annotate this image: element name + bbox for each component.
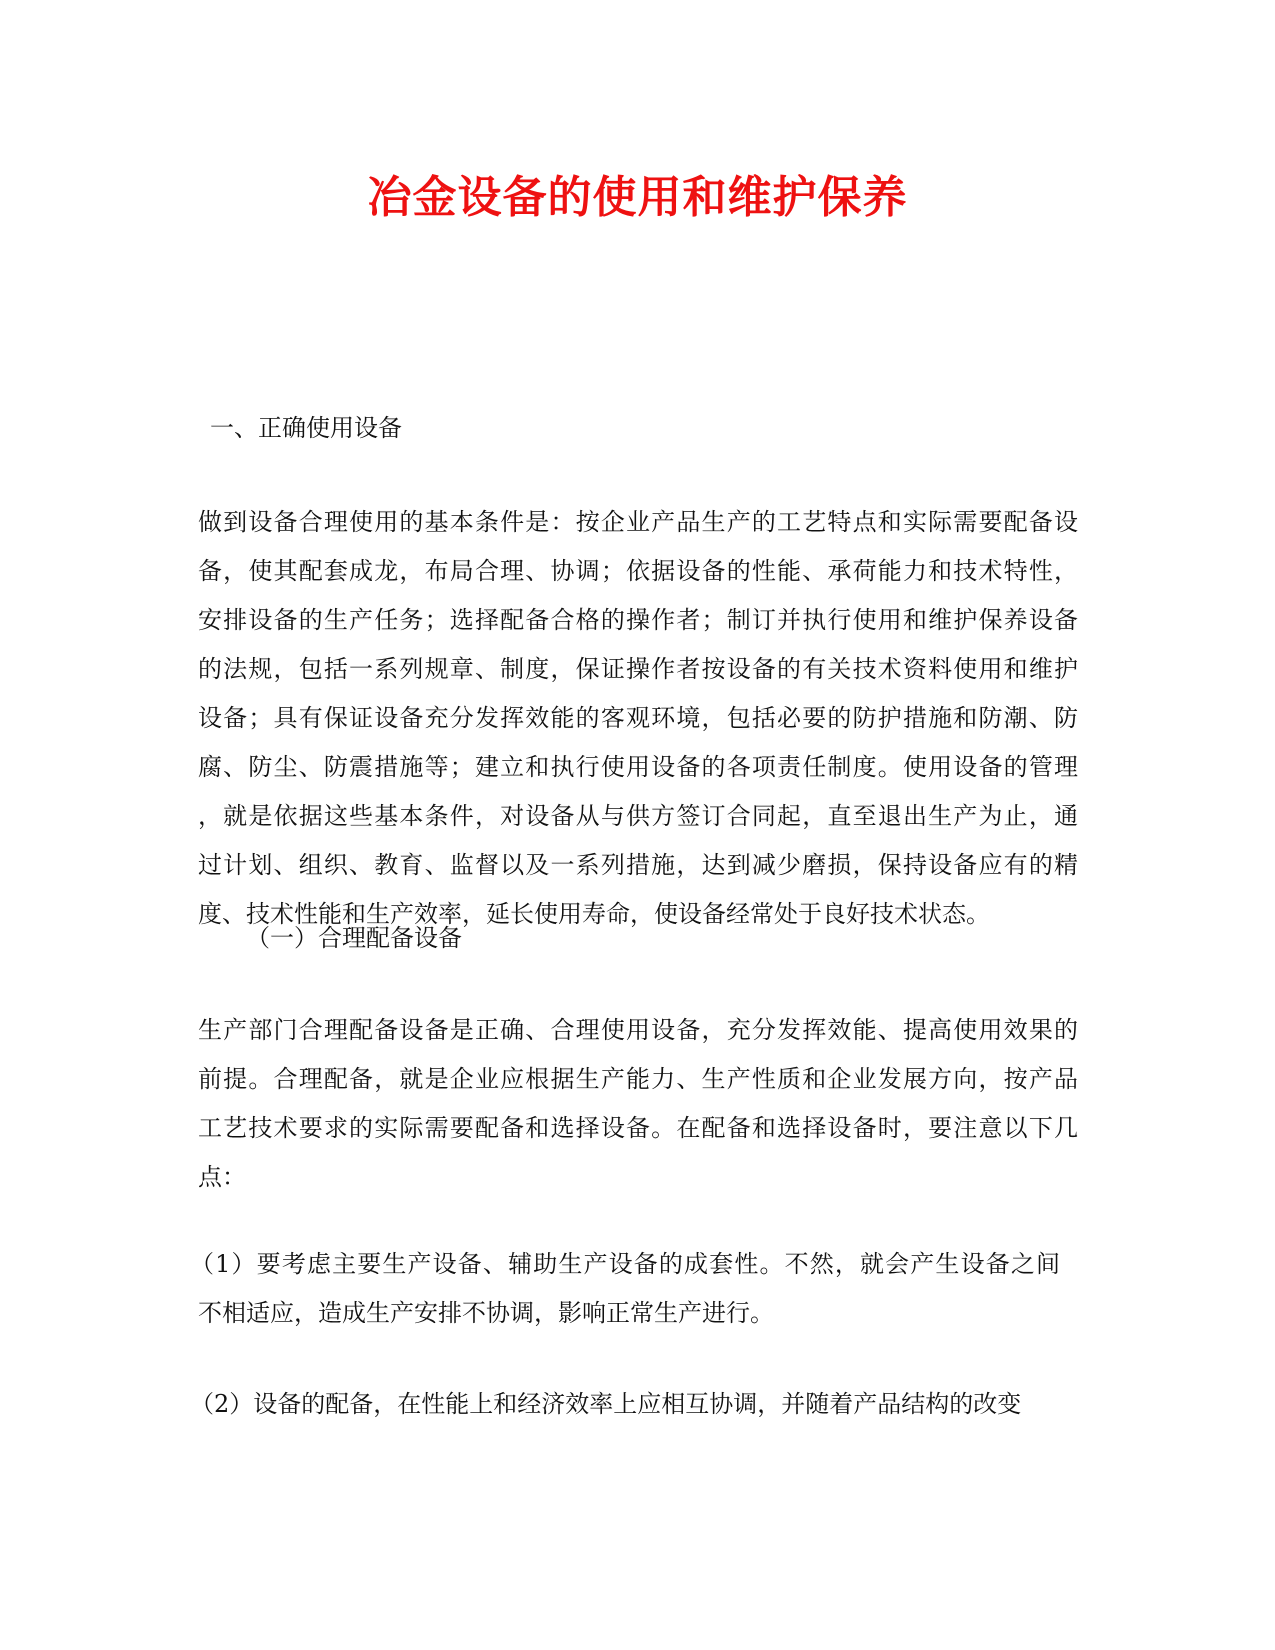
- paragraph-line: 的法规，包括一系列规章、制度，保证操作者按设备的有关技术资料使用和维护: [198, 655, 1078, 683]
- paragraph-line: 工艺技术要求的实际需要配备和选择设备。在配备和选择设备时，要注意以下几: [198, 1114, 1078, 1142]
- list-item-line: 不相适应，造成生产安排不协调，影响正常生产进行。: [198, 1299, 774, 1327]
- section-heading: 一、正确使用设备: [210, 414, 402, 442]
- paragraph-line: 腐、防尘、防震措施等；建立和执行使用设备的各项责任制度。使用设备的管理: [198, 753, 1078, 781]
- list-item-2: [190, 1380, 1060, 1429]
- paragraph-line: 前提。合理配备，就是企业应根据生产能力、生产性质和企业发展方向，按产品: [198, 1065, 1078, 1093]
- paragraph-line: 备，使其配套成龙，布局合理、协调；依据设备的性能、承荷能力和技术特性，: [198, 557, 1078, 585]
- paragraph-line: 点：: [198, 1163, 246, 1191]
- paragraph-2: [198, 1006, 1078, 1202]
- paragraph-line: 过计划、组织、教育、监督以及一系列措施，达到减少磨损，保持设备应有的精: [198, 851, 1078, 879]
- paragraph-line: 设备；具有保证设备充分发挥效能的客观环境，包括必要的防护措施和防潮、防: [198, 704, 1078, 732]
- subsection-heading: （一）合理配备设备: [246, 924, 462, 952]
- list-item-1: [190, 1240, 1060, 1338]
- list-item-line: （1）要考虑主要生产设备、辅助生产设备的成套性。不然，就会产生设备之间: [190, 1250, 1060, 1278]
- paragraph-line: 安排设备的生产任务；选择配备合格的操作者；制订并执行使用和维护保养设备: [198, 606, 1078, 634]
- paragraph-line: 做到设备合理使用的基本条件是：按企业产品生产的工艺特点和实际需要配备设: [198, 508, 1078, 536]
- document-title: 冶金设备的使用和维护保养: [367, 172, 908, 223]
- paragraph-1: [198, 498, 1078, 939]
- paragraph-line: ，就是依据这些基本条件，对设备从与供方签订合同起，直至退出生产为止，通: [198, 802, 1078, 830]
- list-item-line: （2）设备的配备，在性能上和经济效率上应相互协调，并随着产品结构的改变: [190, 1390, 1022, 1418]
- paragraph-line: 生产部门合理配备设备是正确、合理使用设备，充分发挥效能、提高使用效果的: [198, 1016, 1078, 1044]
- paragraph-line: 度、技术性能和生产效率，延长使用寿命，使设备经常处于良好技术状态。: [198, 900, 990, 928]
